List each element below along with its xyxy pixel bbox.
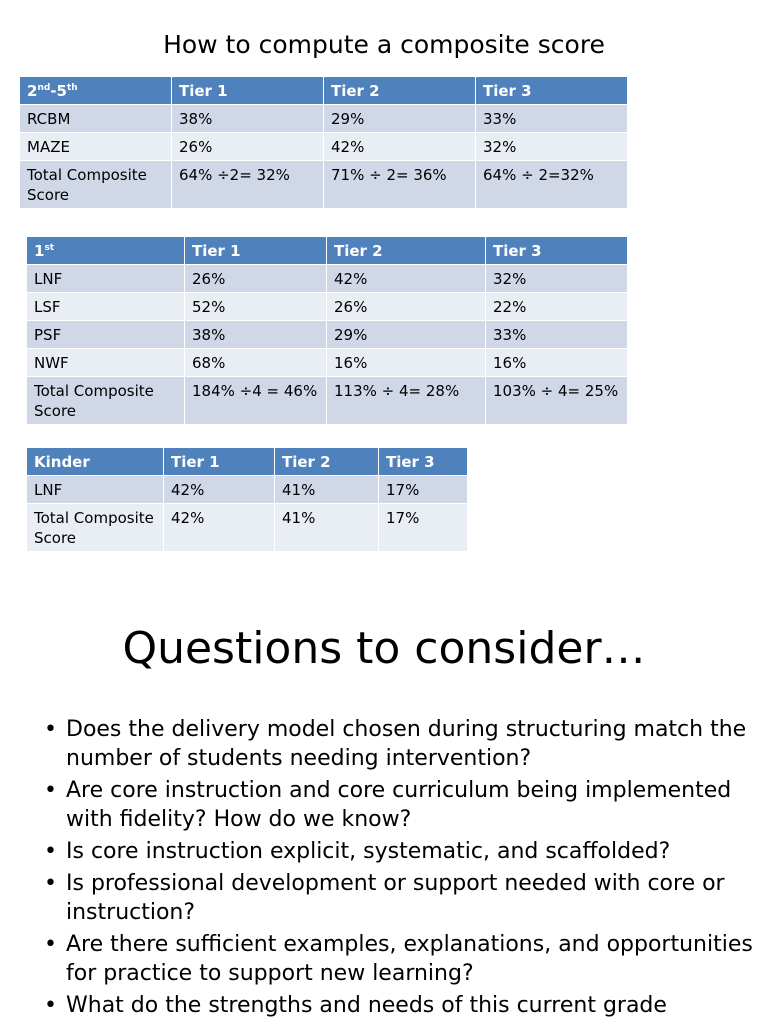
table-row [27, 321, 628, 349]
cell-tier-2: 29% [327, 321, 486, 349]
table-row [20, 161, 628, 209]
cell-tier-2: 16% [327, 349, 486, 377]
header-tier-1: Tier 1 [164, 448, 275, 476]
cell-tier-3: 33% [486, 321, 628, 349]
list-item-text: What do the strengths and needs of this current grade [66, 993, 667, 1018]
cell-tier-1: 38% [172, 105, 324, 133]
cell-tier-3: 22% [486, 293, 628, 321]
cell-tier-2: 41% [275, 504, 379, 552]
table-row [27, 349, 628, 377]
cell-tier-3: 17% [379, 504, 468, 552]
section-heading: Questions to consider… [122, 623, 646, 674]
list-item [44, 869, 764, 927]
list-item-text: Is core instruction explicit, systematic, and scaffolded? [66, 839, 671, 864]
list-item-text: Are there sufficient examples, explanations, and opportunities for practice to support new learning? [66, 932, 753, 986]
cell-tier-1: 184% ÷4 = 46% [185, 377, 327, 425]
cell-tier-2: 42% [324, 133, 476, 161]
list-item-text: Is professional development or support needed with core or instruction? [66, 871, 725, 925]
table-row [20, 105, 628, 133]
cell-tier-1: 38% [185, 321, 327, 349]
list-item [44, 837, 764, 866]
header-tier-2: Tier 2 [275, 448, 379, 476]
row-label: LNF [27, 265, 185, 293]
header-tier-3: Tier 3 [379, 448, 468, 476]
composite-table-1st [26, 236, 628, 425]
header-tier-2: Tier 2 [324, 77, 476, 105]
cell-tier-3: 16% [486, 349, 628, 377]
bullet-icon: • [44, 871, 57, 896]
cell-tier-1: 64% ÷2= 32% [172, 161, 324, 209]
cell-tier-1: 26% [172, 133, 324, 161]
cell-tier-2: 41% [275, 476, 379, 504]
page-title: How to compute a composite score [163, 30, 605, 59]
cell-tier-3: 17% [379, 476, 468, 504]
composite-table-2nd-5th [19, 76, 628, 209]
header-grade: 2nd-5th [20, 77, 172, 105]
row-label: Total Composite Score [27, 504, 164, 552]
cell-tier-1: 42% [164, 504, 275, 552]
cell-tier-2: 113% ÷ 4= 28% [327, 377, 486, 425]
list-item [44, 776, 764, 834]
cell-tier-1: 26% [185, 265, 327, 293]
list-item-text: Are core instruction and core curriculum being implemented with fidelity? How do we know? [66, 778, 732, 832]
header-grade: Kinder [27, 448, 164, 476]
row-label: Total Composite Score [20, 161, 172, 209]
cell-tier-1: 42% [164, 476, 275, 504]
row-label: PSF [27, 321, 185, 349]
list-item-text: Does the delivery model chosen during structuring match the number of students needing intervention? [66, 717, 747, 771]
header-tier-3: Tier 3 [486, 237, 628, 265]
header-tier-1: Tier 1 [172, 77, 324, 105]
header-tier-3: Tier 3 [476, 77, 628, 105]
composite-table-kinder [26, 447, 468, 552]
cell-tier-3: 64% ÷ 2=32% [476, 161, 628, 209]
table-row [27, 293, 628, 321]
row-label: Total Composite Score [27, 377, 185, 425]
row-label: NWF [27, 349, 185, 377]
cell-tier-3: 32% [486, 265, 628, 293]
row-label: LSF [27, 293, 185, 321]
header-grade: 1st [27, 237, 185, 265]
row-label: RCBM [20, 105, 172, 133]
cell-tier-3: 33% [476, 105, 628, 133]
cell-tier-2: 71% ÷ 2= 36% [324, 161, 476, 209]
bullet-icon: • [44, 932, 57, 957]
table-row [27, 265, 628, 293]
bullet-icon: • [44, 778, 57, 803]
row-label: MAZE [20, 133, 172, 161]
list-item [44, 715, 764, 773]
table-row [27, 377, 628, 425]
cell-tier-2: 42% [327, 265, 486, 293]
cell-tier-1: 68% [185, 349, 327, 377]
row-label: LNF [27, 476, 164, 504]
table-row [27, 504, 468, 552]
header-tier-2: Tier 2 [327, 237, 486, 265]
table-header-row [27, 448, 468, 476]
table-header-row [27, 237, 628, 265]
table-row [20, 133, 628, 161]
bullet-icon: • [44, 993, 57, 1018]
table-header-row [20, 77, 628, 105]
list-item [44, 930, 764, 988]
cell-tier-3: 32% [476, 133, 628, 161]
table-row [27, 476, 468, 504]
cell-tier-2: 29% [324, 105, 476, 133]
cell-tier-1: 52% [185, 293, 327, 321]
question-list [44, 715, 764, 1023]
list-item [44, 991, 764, 1020]
cell-tier-2: 26% [327, 293, 486, 321]
cell-tier-3: 103% ÷ 4= 25% [486, 377, 628, 425]
bullet-icon: • [44, 717, 57, 742]
bullet-icon: • [44, 839, 57, 864]
header-tier-1: Tier 1 [185, 237, 327, 265]
